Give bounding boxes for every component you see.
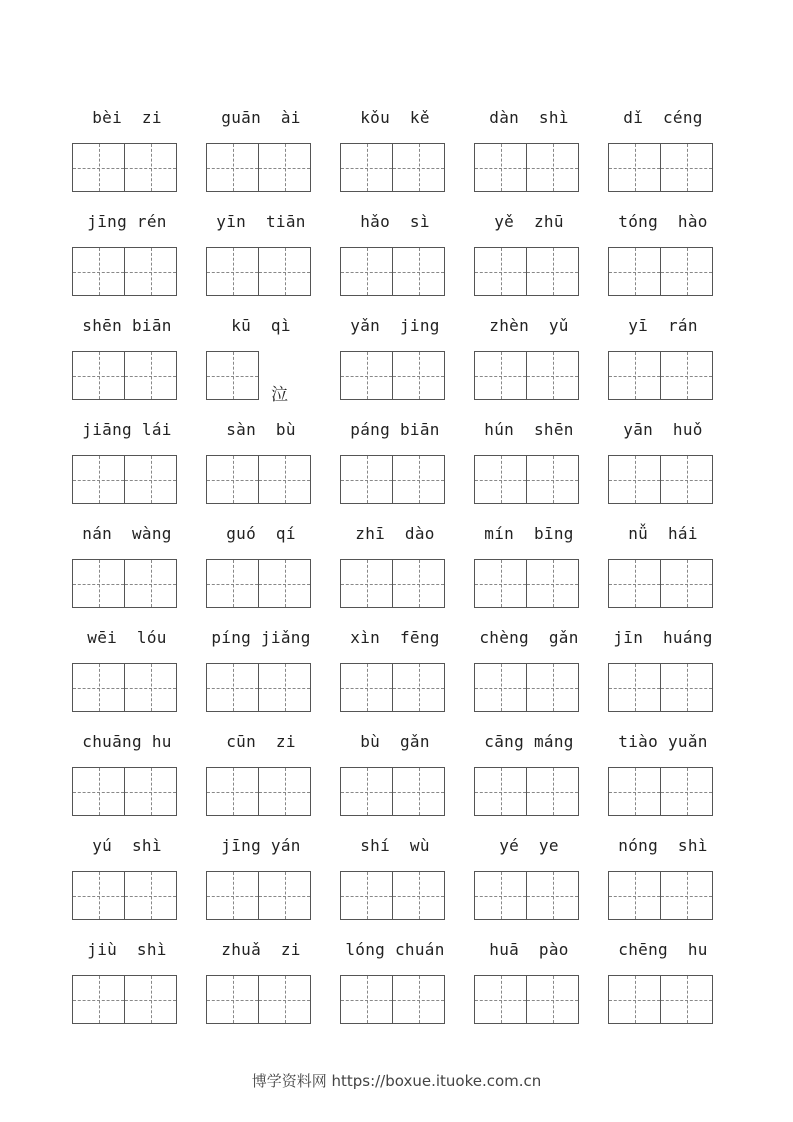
pinyin-label: guān ài	[221, 108, 301, 127]
writing-boxes	[340, 247, 444, 295]
tianzige-writing-cell[interactable]	[340, 767, 393, 816]
tianzige-writing-cell[interactable]	[72, 455, 125, 504]
writing-boxes	[608, 871, 712, 919]
tianzige-writing-cell[interactable]	[340, 975, 393, 1024]
tianzige-writing-cell[interactable]	[660, 455, 713, 504]
tianzige-writing-cell[interactable]	[392, 143, 445, 192]
writing-boxes	[608, 663, 712, 711]
writing-boxes	[72, 247, 176, 295]
tianzige-writing-cell[interactable]	[340, 663, 393, 712]
tianzige-writing-cell[interactable]	[72, 767, 125, 816]
pinyin-label: zhèn yǔ	[489, 316, 569, 335]
pinyin-label: hún shēn	[484, 420, 574, 439]
tianzige-writing-cell[interactable]	[660, 247, 713, 296]
footer-watermark: 博学资料网 https://boxue.ituoke.com.cn	[251, 1072, 542, 1090]
writing-boxes	[72, 767, 176, 815]
pinyin-label: tóng hào	[618, 212, 708, 231]
writing-boxes	[340, 143, 444, 191]
tianzige-writing-cell[interactable]	[258, 455, 311, 504]
tianzige-writing-cell[interactable]	[72, 247, 125, 296]
tianzige-writing-cell[interactable]	[258, 767, 311, 816]
writing-boxes	[474, 247, 578, 295]
tianzige-writing-cell[interactable]	[258, 975, 311, 1024]
writing-boxes	[206, 767, 310, 815]
pinyin-label: zhuǎ zi	[221, 940, 301, 959]
pinyin-label: sàn bù	[226, 420, 296, 439]
writing-boxes	[340, 351, 444, 399]
writing-boxes	[340, 767, 444, 815]
tianzige-writing-cell[interactable]	[340, 455, 393, 504]
writing-boxes	[608, 767, 712, 815]
tianzige-writing-cell[interactable]	[206, 767, 259, 816]
tianzige-writing-cell[interactable]	[526, 351, 579, 400]
tianzige-writing-cell[interactable]	[340, 351, 393, 400]
pinyin-label: cūn zi	[226, 732, 296, 751]
writing-boxes	[206, 247, 310, 295]
tianzige-writing-cell[interactable]	[660, 767, 713, 816]
tianzige-writing-cell[interactable]	[206, 455, 259, 504]
tianzige-writing-cell[interactable]	[206, 975, 259, 1024]
writing-boxes	[608, 247, 712, 295]
tianzige-writing-cell[interactable]	[72, 975, 125, 1024]
tianzige-writing-cell[interactable]	[340, 559, 393, 608]
writing-boxes	[206, 143, 310, 191]
tianzige-writing-cell[interactable]	[608, 663, 661, 712]
pinyin-label: shí wù	[360, 836, 430, 855]
tianzige-writing-cell[interactable]	[392, 351, 445, 400]
pinyin-label: jiāng lái	[82, 420, 172, 439]
writing-boxes	[474, 143, 578, 191]
tianzige-writing-cell[interactable]	[474, 351, 527, 400]
pinyin-label: píng jiǎng	[211, 628, 311, 647]
pinyin-label: xìn fēng	[350, 628, 440, 647]
pinyin-label: jīng yán	[221, 836, 301, 855]
pinyin-label: lóng chuán	[345, 940, 445, 959]
tianzige-writing-cell[interactable]	[392, 247, 445, 296]
writing-boxes	[340, 871, 444, 919]
tianzige-writing-cell[interactable]	[258, 247, 311, 296]
tianzige-writing-cell[interactable]	[608, 455, 661, 504]
pinyin-label: shēn biān	[82, 316, 172, 335]
writing-boxes	[206, 663, 310, 711]
tianzige-writing-cell[interactable]	[124, 351, 177, 400]
tianzige-writing-cell[interactable]	[660, 559, 713, 608]
writing-boxes	[340, 559, 444, 607]
tianzige-writing-cell[interactable]	[526, 871, 579, 920]
tianzige-writing-cell[interactable]	[608, 247, 661, 296]
tianzige-writing-cell[interactable]	[72, 143, 125, 192]
writing-boxes	[474, 871, 578, 919]
tianzige-writing-cell[interactable]	[72, 351, 125, 400]
tianzige-writing-cell[interactable]	[526, 663, 579, 712]
tianzige-writing-cell[interactable]	[474, 143, 527, 192]
writing-boxes	[608, 143, 712, 191]
tianzige-writing-cell[interactable]	[660, 663, 713, 712]
tianzige-writing-cell[interactable]	[526, 559, 579, 608]
writing-boxes	[474, 559, 578, 607]
writing-boxes	[72, 143, 176, 191]
tianzige-writing-cell[interactable]	[124, 767, 177, 816]
tianzige-writing-cell[interactable]	[258, 871, 311, 920]
writing-boxes	[206, 455, 310, 503]
tianzige-writing-cell[interactable]	[206, 559, 259, 608]
tianzige-writing-cell[interactable]	[124, 559, 177, 608]
tianzige-writing-cell[interactable]	[660, 975, 713, 1024]
tianzige-writing-cell[interactable]	[124, 455, 177, 504]
writing-boxes	[72, 455, 176, 503]
tianzige-writing-cell[interactable]	[392, 871, 445, 920]
tianzige-writing-cell[interactable]	[72, 871, 125, 920]
pinyin-label: bèi zi	[92, 108, 162, 127]
writing-boxes	[206, 351, 258, 399]
pinyin-label: yé ye	[499, 836, 559, 855]
writing-boxes	[72, 663, 176, 711]
writing-boxes	[474, 767, 578, 815]
writing-boxes	[72, 975, 176, 1023]
tianzige-writing-cell[interactable]	[206, 871, 259, 920]
pinyin-label: jīn huáng	[613, 628, 713, 647]
pinyin-label: bù gǎn	[360, 732, 430, 751]
writing-boxes	[72, 559, 176, 607]
writing-boxes	[474, 455, 578, 503]
tianzige-writing-cell[interactable]	[340, 143, 393, 192]
tianzige-writing-cell[interactable]	[608, 143, 661, 192]
tianzige-writing-cell[interactable]	[526, 767, 579, 816]
tianzige-writing-cell[interactable]	[526, 975, 579, 1024]
pinyin-label: tiào yuǎn	[618, 732, 708, 751]
writing-boxes	[608, 975, 712, 1023]
tianzige-writing-cell[interactable]	[526, 143, 579, 192]
pinyin-label: jīng rén	[87, 212, 167, 231]
tianzige-writing-cell[interactable]	[124, 143, 177, 192]
pinyin-label: kū qì	[231, 316, 291, 335]
tianzige-writing-cell[interactable]	[72, 559, 125, 608]
tianzige-writing-cell[interactable]	[340, 247, 393, 296]
pinyin-label: chèng gǎn	[479, 628, 579, 647]
tianzige-writing-cell[interactable]	[340, 871, 393, 920]
tianzige-writing-cell[interactable]	[474, 247, 527, 296]
tianzige-writing-cell[interactable]	[660, 143, 713, 192]
pinyin-label: jiù shì	[87, 940, 167, 959]
tianzige-writing-cell[interactable]	[206, 143, 259, 192]
writing-boxes	[608, 455, 712, 503]
pinyin-label: yě zhū	[494, 212, 564, 231]
pinyin-label: cāng máng	[484, 732, 574, 751]
pinyin-label: zhī dào	[355, 524, 435, 543]
tianzige-writing-cell[interactable]	[124, 247, 177, 296]
pinyin-label: nǚ hái	[628, 524, 698, 543]
tianzige-writing-cell[interactable]	[474, 559, 527, 608]
pinyin-label: nán wàng	[82, 524, 172, 543]
tianzige-writing-cell[interactable]	[392, 975, 445, 1024]
pinyin-label: mín bīng	[484, 524, 574, 543]
pinyin-label: yī rán	[628, 316, 698, 335]
tianzige-writing-cell[interactable]	[608, 871, 661, 920]
tianzige-writing-cell[interactable]	[258, 663, 311, 712]
tianzige-writing-cell[interactable]	[474, 767, 527, 816]
tianzige-writing-cell[interactable]	[206, 247, 259, 296]
tianzige-writing-cell[interactable]	[474, 663, 527, 712]
pinyin-label: wēi lóu	[87, 628, 167, 647]
writing-boxes	[340, 975, 444, 1023]
tianzige-writing-cell[interactable]	[72, 663, 125, 712]
tianzige-writing-cell[interactable]	[258, 143, 311, 192]
writing-boxes	[340, 455, 444, 503]
pinyin-label: yān huǒ	[623, 420, 703, 439]
pinyin-label: yǎn jing	[350, 316, 440, 335]
pinyin-label: yú shì	[92, 836, 162, 855]
pinyin-label: kǒu kě	[360, 108, 430, 127]
given-character: 泣	[271, 385, 288, 405]
tianzige-writing-cell[interactable]	[608, 559, 661, 608]
tianzige-writing-cell[interactable]	[608, 975, 661, 1024]
tianzige-writing-cell[interactable]	[124, 871, 177, 920]
pinyin-label: dǐ céng	[623, 108, 703, 127]
tianzige-writing-cell[interactable]	[124, 663, 177, 712]
pinyin-label: chēng hu	[618, 940, 708, 959]
tianzige-writing-cell[interactable]	[392, 455, 445, 504]
tianzige-writing-cell[interactable]	[124, 975, 177, 1024]
pinyin-label: chuāng hu	[82, 732, 172, 751]
writing-boxes	[206, 559, 310, 607]
pinyin-label: dàn shì	[489, 108, 569, 127]
tianzige-writing-cell[interactable]	[474, 455, 527, 504]
writing-boxes	[608, 351, 712, 399]
pinyin-label: páng biān	[350, 420, 440, 439]
tianzige-writing-cell[interactable]	[474, 871, 527, 920]
tianzige-writing-cell[interactable]	[526, 247, 579, 296]
tianzige-writing-cell[interactable]	[392, 663, 445, 712]
tianzige-writing-cell[interactable]	[392, 559, 445, 608]
tianzige-writing-cell[interactable]	[608, 767, 661, 816]
tianzige-writing-cell[interactable]	[206, 663, 259, 712]
writing-boxes	[608, 559, 712, 607]
writing-boxes	[72, 871, 176, 919]
pinyin-label: hǎo sì	[360, 212, 430, 231]
tianzige-writing-cell[interactable]	[608, 351, 661, 400]
tianzige-writing-cell[interactable]	[392, 767, 445, 816]
tianzige-writing-cell[interactable]	[660, 871, 713, 920]
tianzige-writing-cell[interactable]	[474, 975, 527, 1024]
pinyin-label: nóng shì	[618, 836, 708, 855]
writing-boxes	[206, 871, 310, 919]
writing-boxes	[474, 975, 578, 1023]
pinyin-label: guó qí	[226, 524, 296, 543]
pinyin-label: yīn tiān	[216, 212, 306, 231]
tianzige-writing-cell[interactable]	[526, 455, 579, 504]
writing-boxes	[474, 663, 578, 711]
tianzige-writing-cell[interactable]	[660, 351, 713, 400]
writing-boxes	[474, 351, 578, 399]
tianzige-writing-cell[interactable]	[258, 559, 311, 608]
writing-boxes	[340, 663, 444, 711]
writing-boxes	[72, 351, 176, 399]
pinyin-label: huā pào	[489, 940, 569, 959]
tianzige-writing-cell[interactable]	[206, 351, 259, 400]
writing-boxes	[206, 975, 310, 1023]
